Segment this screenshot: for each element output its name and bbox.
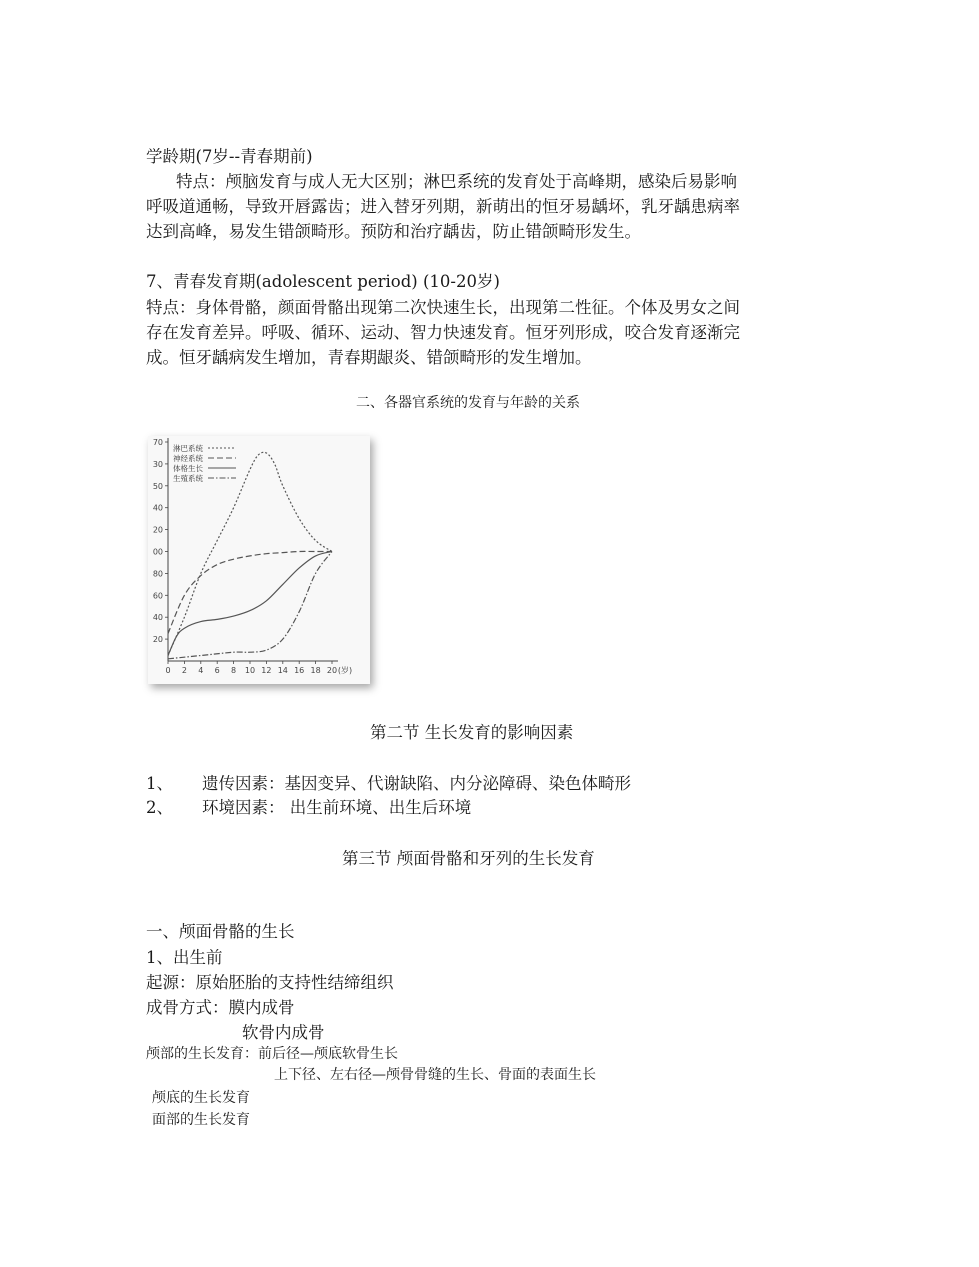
craniofacial-title: 一、颅面骨骼的生长 (146, 922, 295, 941)
skull-base-growth: 颅底的生长发育 (152, 1090, 250, 1106)
ossification-2: 软骨内成骨 (242, 1023, 325, 1042)
factor-2-text: 环境因素： 出生前环境、出生后环境 (202, 798, 472, 817)
school-age-line-1: 特点：颅脑发育与成人无大区别；淋巴系统的发育处于高峰期，感染后易影响 (176, 172, 737, 191)
adolescent-title: 7、青春发育期(adolescent period) (10-20岁) (146, 272, 500, 291)
section-2-heading: 第二节 生长发育的影响因素 (370, 723, 574, 742)
y-tick-label: 40 (152, 613, 163, 623)
factor-1-text: 遗传因素：基因变异、代谢缺陷、内分泌障碍、染色体畸形 (202, 774, 631, 793)
x-tick-label: 10 (244, 666, 256, 675)
school-age-line-3: 达到高峰，易发生错颌畸形。预防和治疗龋齿，防止错颌畸形发生。 (146, 222, 641, 241)
legend-label: 体格生长 (173, 464, 203, 473)
ossification: 成骨方式：膜内成骨 (146, 998, 295, 1017)
y-tick-label: 50 (152, 481, 163, 491)
y-tick-label: 00 (152, 547, 163, 557)
adolescent-line-1: 特点：身体骨骼，颜面骨骼出现第二次快速生长，出现第二性征。个体及男女之间 (146, 298, 740, 317)
x-tick-label: 12 (261, 666, 272, 675)
x-tick-label: 4 (198, 666, 204, 675)
growth-chart (148, 436, 370, 684)
legend-label: 淋巴系统 (173, 444, 203, 453)
legend-label: 神经系统 (173, 454, 203, 463)
series-line-2 (168, 551, 332, 633)
growth-chart-svg (148, 436, 370, 684)
y-tick-label: 40 (152, 503, 163, 513)
face-growth: 面部的生长发育 (152, 1112, 250, 1128)
y-tick-label: 60 (152, 591, 163, 601)
x-tick-label: 2 (181, 666, 187, 675)
x-tick-label: 0 (165, 666, 171, 675)
y-tick-label: 20 (152, 525, 163, 535)
y-tick-label: 70 (152, 438, 163, 447)
skull-growth: 颅部的生长发育：前后径—颅底软骨生长 (146, 1046, 398, 1062)
adolescent-line-3: 成。恒牙龋病发生增加，青春期龈炎、错颌畸形的发生增加。 (146, 348, 592, 367)
x-tick-label: 8 (231, 666, 237, 675)
x-tick-label: 6 (214, 666, 220, 675)
y-tick-label: 80 (152, 569, 163, 579)
adolescent-line-2: 存在发育差异。呼吸、循环、运动、智力快速发育。恒牙列形成，咬合发育逐渐完 (146, 323, 740, 342)
x-tick-label: 18 (310, 666, 321, 675)
factor-1-num: 1、 (146, 774, 173, 793)
organ-systems-heading: 二、各器官系统的发育与年龄的关系 (356, 395, 580, 411)
series-line-3 (168, 552, 332, 656)
y-tick-label: 30 (152, 459, 163, 469)
section-3-heading: 第三节 颅面骨骼和牙列的生长发育 (342, 849, 595, 868)
x-tick-label: 14 (277, 666, 288, 675)
factor-2-num: 2、 (146, 798, 173, 817)
x-axis-label: (岁) (337, 666, 353, 675)
series-line-4 (168, 552, 332, 659)
school-age-title: 学龄期(7岁--青春期前) (146, 147, 313, 166)
skull-growth-2: 上下径、左右径—颅骨骨缝的生长、骨面的表面生长 (274, 1067, 596, 1083)
origin: 起源：原始胚胎的支持性结缔组织 (146, 973, 394, 992)
x-tick-label: 20 (326, 666, 338, 675)
school-age-line-2: 呼吸道通畅，导致开唇露齿；进入替牙列期，新萌出的恒牙易龋坏，乳牙龋患病率 (146, 197, 740, 216)
prenatal: 1、出生前 (146, 948, 223, 967)
x-tick-label: 16 (294, 666, 305, 675)
legend-label: 生殖系统 (173, 474, 203, 483)
y-tick-label: 20 (152, 635, 163, 645)
